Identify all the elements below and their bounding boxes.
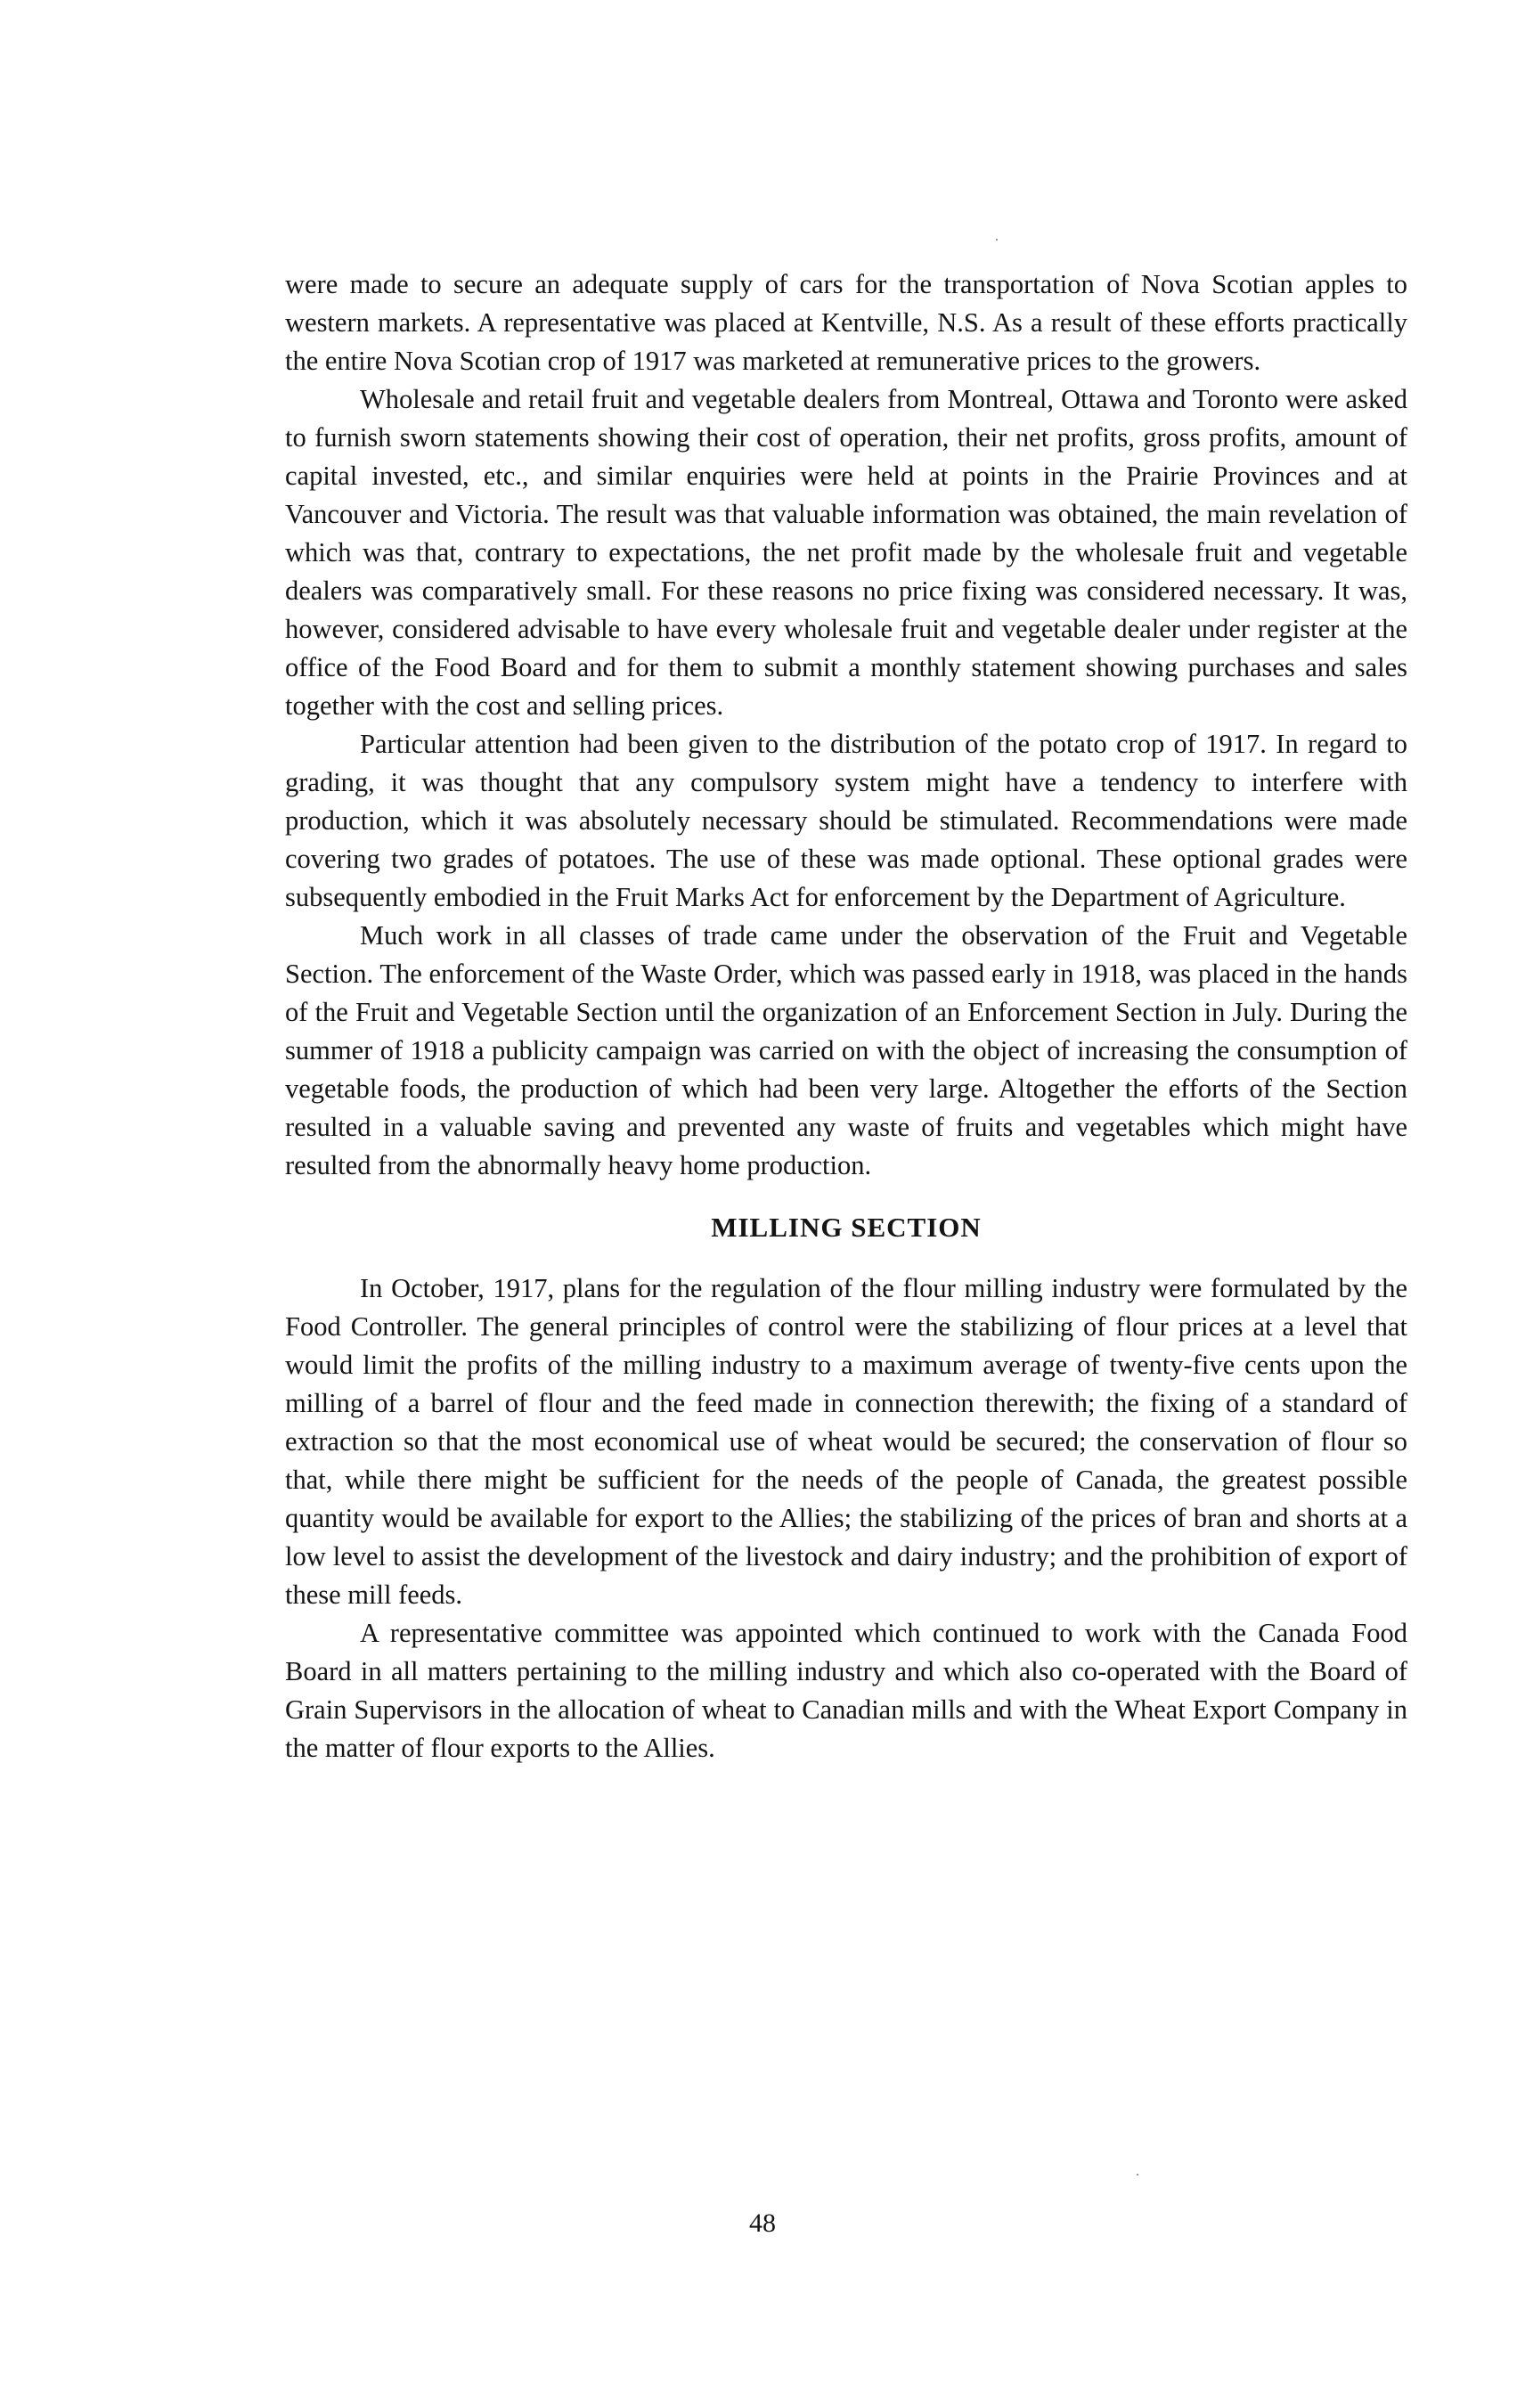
paragraph-representative-committee: A representative committee was appointed which continued to work with the Canada Food Board in all matters pertaining to the milling industry and which also co-operated with the Board of Grain Supervisors in the allocation of wheat to Canadian mills and with the Wheat Export Company in the matter of flour exports to the Allies. [285, 1618, 1407, 1763]
page-body [285, 265, 1407, 1767]
page-number: 48 [749, 2208, 776, 2238]
paragraph-waste-order: Much work in all classes of trade came under the observation of the Fruit and Vegetable Section. The enforcement of the Waste Order, which was passed early in 1918, was placed in the hands of the Fruit and Vegetable Section until the organization of an Enforcement Section in July. During the summer of 1918 a publicity campaign was carried on with the object of increasing the consumption of vegetable foods, the production of which had been very large. Altogether the efforts of the Section resulted in a valuable saving and prevented any waste of fruits and vegetables which might have resulted from the abnormally heavy home production. [285, 920, 1407, 1180]
paragraph-fruit-dealers: Wholesale and retail fruit and vegetable dealers from Montreal, Ottawa and Toronto were asked to furnish sworn statements showing their cost of operation, their net profits, gross profits, amount of capital invested, etc., and similar enquiries were held at points in the Prairie Provinces and at Vancouver and Victoria. The result was that valuable information was obtained, the main revelation of which was that, contrary to expectations, the net profit made by the wholesale fruit and vegetable dealers was comparatively small. For these reasons no price fixing was considered necessary. It was, however, considered advisable to have every wholesale fruit and vegetable dealer under register at the office of the Food Board and for them to submit a monthly statement showing purchases and sales together with the cost and selling prices. [285, 384, 1407, 721]
scan-speck [996, 239, 998, 241]
paragraph-apple-transport: were made to secure an adequate supply of cars for the transportation of Nova Scotian apples to western markets. A representative was placed at Kentville, N.S. As a result of these efforts practically the entire Nova Scotian crop of 1917 was marketed at remunerative prices to the growers. [285, 269, 1407, 376]
section-heading: MILLING SECTION [711, 1212, 982, 1243]
paragraph-potato-crop: Particular attention had been given to the distribution of the potato crop of 1917. In regard to grading, it was thought that any compulsory system might have a tendency to interfere with production, which it was absolutely necessary should be stimulated. Recommendations were made covering two grades of potatoes. The use of these was made optional. These optional grades were subsequently embodied in the Fruit Marks Act for enforcement by the Department of Agriculture. [285, 729, 1407, 912]
paragraph-flour-milling-regulation: In October, 1917, plans for the regulation of the flour milling industry were formulated by the Food Controller. The general principles of control were the stabilizing of flour prices at a level that would limit the profits of the milling industry to a maximum average of twenty-five cents upon the milling of a barrel of flour and the feed made in connection therewith; the fixing of a standard of extraction so that the most economical use of wheat would be secured; the conservation of flour so that, while there might be sufficient for the needs of the people of Canada, the greatest possible quantity would be available for export to the Allies; the stabilizing of the prices of bran and shorts at a low level to assist the development of the livestock and dairy industry; and the prohibition of export of these mill feeds. [285, 1273, 1407, 1610]
scan-speck [1137, 2174, 1138, 2175]
